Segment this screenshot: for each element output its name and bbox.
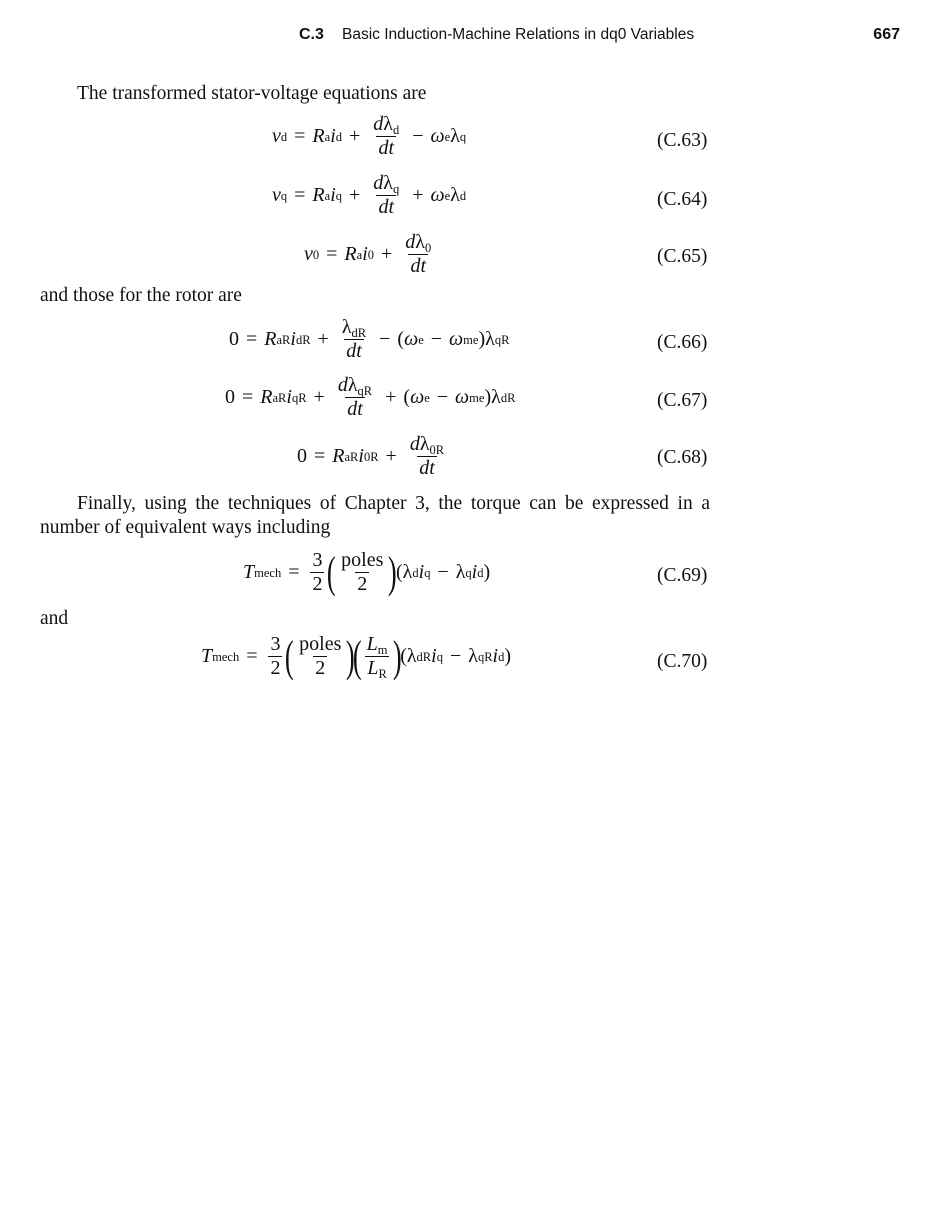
page-number: 667 xyxy=(873,26,900,43)
torque-intro-text xyxy=(40,492,710,540)
equation-c64-body: v q = R a i q + $\frac{d\lambda_q}{dt}$ + ω e λ d xyxy=(272,172,467,218)
and-text: and xyxy=(40,608,69,629)
equation-c70-body: T mech = $\frac{3}{2}$ ( $\frac{\text{poles}}{2}$ ) ( $\frac{L_m}{L_R}$ ) (λ dR i q − λ qR i d ) xyxy=(201,631,512,681)
equation-c69-body: T mech = $\frac{3}{2}$ ( $\frac{\text{poles}}{2}$ ) (λ d i q − λ q i d ) xyxy=(243,547,491,597)
equation-number: (C.69) xyxy=(657,565,708,586)
equation-number: (C.63) xyxy=(657,130,708,151)
equation-number: (C.70) xyxy=(657,651,708,672)
equation-number: (C.68) xyxy=(657,447,708,468)
equation-c68-body: 0 = R aR i 0R + $\frac{d\lambda_{0R}}{dt}$ xyxy=(297,433,445,479)
stator-intro-text: The transformed stator-voltage equations are xyxy=(77,83,427,104)
equation-number: (C.67) xyxy=(657,390,708,411)
equation-c66-body: 0 = R aR i dR + $\frac{\lambda_{dR}}{dt}$ − ( ω e − ω me )λ qR xyxy=(229,316,510,362)
torque-intro-line-1: Finally, using the techniques of Chapter 3, the torque can be expressed in a xyxy=(77,493,710,514)
equation-c67-body: 0 = R aR i qR + $\frac{d\lambda_{qR}}{dt}$ + ( ω e − ω me )λ dR xyxy=(225,374,516,420)
rotor-intro-text: and those for the rotor are xyxy=(40,285,242,306)
section-number: C.3 xyxy=(299,26,324,43)
torque-intro-line-2: number of equivalent ways including xyxy=(40,517,331,538)
equation-number: (C.65) xyxy=(657,246,708,267)
equation-number: (C.64) xyxy=(657,189,708,210)
running-header xyxy=(0,24,936,48)
equation-c63-body: v d = R a i d + $\frac{d\lambda_d}{dt}$ − ω e λ q xyxy=(272,113,467,159)
section-title: Basic Induction-Machine Relations in dq0 Variables xyxy=(342,26,695,43)
equation-number: (C.66) xyxy=(657,332,708,353)
equation-c65-body: v 0 = R a i 0 + $\frac{d\lambda_0}{dt}$ xyxy=(304,231,432,277)
